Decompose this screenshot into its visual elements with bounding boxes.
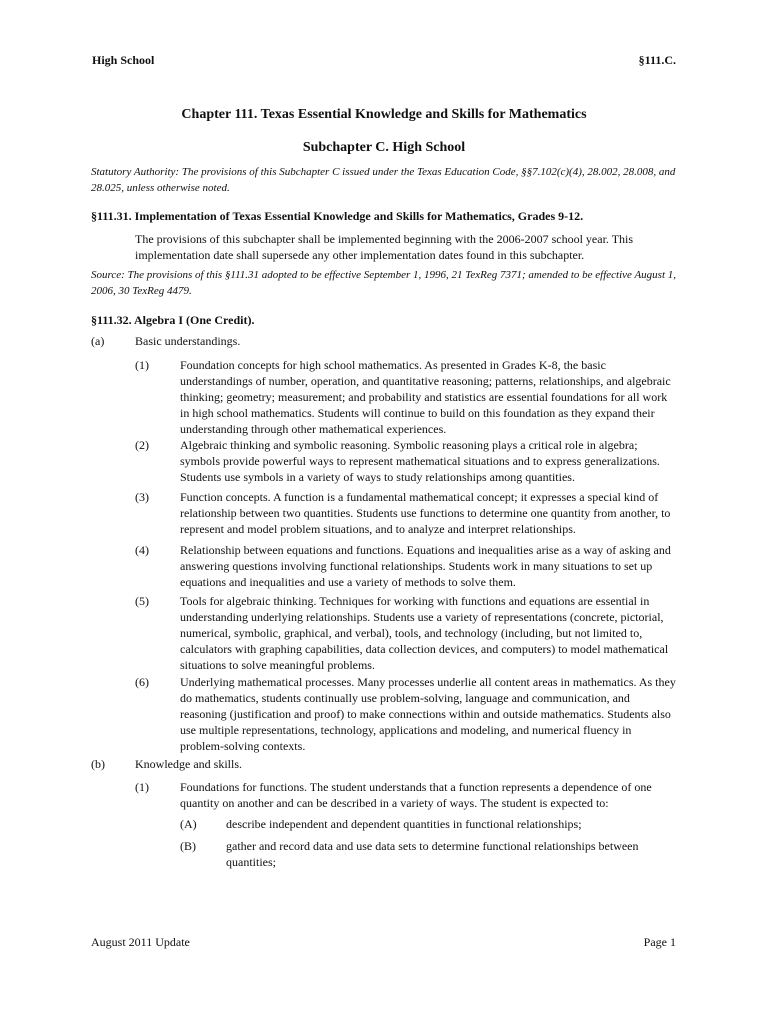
footer-right: Page 1 bbox=[643, 935, 676, 949]
header-right: §111.C. bbox=[638, 53, 676, 67]
item-b1b-label: (B) bbox=[180, 839, 196, 853]
chapter-title: Chapter 111. Texas Essential Knowledge and Skills for Mathematics bbox=[181, 107, 587, 122]
subsection-a-title: Basic understandings. bbox=[135, 334, 241, 348]
subsection-b-title: Knowledge and skills. bbox=[135, 757, 242, 771]
item-a1-label: (1) bbox=[135, 358, 149, 372]
statutory-authority: Statutory Authority: The provisions of this Subchapter C issued under the Texas Education Code, §§7.102(c)(4), 28.002, 28.008, and 28.025, unless otherwise noted. bbox=[91, 166, 676, 194]
item-a2-label: (2) bbox=[135, 438, 149, 452]
section-111-31-source: Source: The provisions of this §111.31 adopted to be effective September 1, 1996, 21 TexReg 7371; amended to be effective August 1, 2006, 30 TexReg 4479. bbox=[91, 269, 677, 297]
footer-left: August 2011 Update bbox=[91, 935, 190, 949]
subsection-a-label: (a) bbox=[91, 334, 105, 348]
header-left: High School bbox=[92, 53, 155, 67]
item-a3-text: Function concepts. A function is a fundamental mathematical concept; it expresses a special kind of relationship between two quantities. Students use functions to determine one quantity from another, to represent and model problem situations, and to analyze and interpret relationships. bbox=[180, 490, 671, 536]
item-a6-label: (6) bbox=[135, 675, 149, 689]
item-a3-label: (3) bbox=[135, 490, 149, 504]
section-111-31-heading: §111.31. Implementation of Texas Essential Knowledge and Skills for Mathematics, Grades 9-12. bbox=[91, 209, 584, 223]
item-a5-label: (5) bbox=[135, 594, 149, 608]
item-a6-text: Underlying mathematical processes. Many processes underlie all content areas in mathematics. As they do mathematics, students continually use problem-solving, language and communication, and reasoning (justification and proof) to make connections within and outside mathematics. Students also use multiple representations, technology, applications and modeling, and numerical fluency in problem-solving contexts. bbox=[180, 675, 676, 753]
subsection-b-label: (b) bbox=[91, 757, 105, 771]
item-a5-text: Tools for algebraic thinking. Techniques for working with functions and equations are essential in understanding underlying relationships. Students use a variety of representations (concrete, pictorial, numerical, symbolic, graphical, and verbal), tools, and technology (including, but not limited to, calculators with graphing capabilities, data collection devices, and computers) to model mathematical situations to solve meaningful problems. bbox=[180, 594, 669, 672]
item-b1-text: Foundations for functions. The student understands that a function represents a dependence of one quantity on another and can be described in a variety of ways. The student is expected to: bbox=[180, 780, 652, 810]
item-b1a-label: (A) bbox=[180, 817, 197, 831]
item-b1a-text: describe independent and dependent quantities in functional relationships; bbox=[226, 817, 582, 831]
item-b1b-text: gather and record data and use data sets to determine functional relationships between quantities; bbox=[226, 839, 639, 869]
item-a1-text: Foundation concepts for high school mathematics. As presented in Grades K-8, the basic understandings of number, operation, and quantitative reasoning; patterns, relationships, and algebraic thinking; geometry; measurement; and probability and statistics are essential foundations for all work in high school mathematics. Students will continue to build on this foundation as they expand their understanding through other mathematical experiences. bbox=[180, 358, 671, 436]
subchapter-title: Subchapter C. High School bbox=[302, 140, 466, 155]
section-111-31-text: The provisions of this subchapter shall be implemented beginning with the 2006-2007 school year. This implementation date shall supersede any other implementation dates found in this subchapter. bbox=[135, 232, 634, 262]
item-b1-label: (1) bbox=[135, 780, 149, 794]
item-a4-text: Relationship between equations and functions. Equations and inequalities arise as a way of asking and answering questions involving functional relationships. Students work in many situations to set up equations and inequalities and use a variety of methods to solve them. bbox=[180, 543, 671, 589]
item-a2-text: Algebraic thinking and symbolic reasoning. Symbolic reasoning plays a critical role in algebra; symbols provide powerful ways to represent mathematical situations and to express generalizations. Students use symbols in a variety of ways to study relationships among quantities. bbox=[180, 438, 660, 484]
item-a4-label: (4) bbox=[135, 543, 149, 557]
section-111-32-heading: §111.32. Algebra I (One Credit). bbox=[91, 313, 255, 327]
